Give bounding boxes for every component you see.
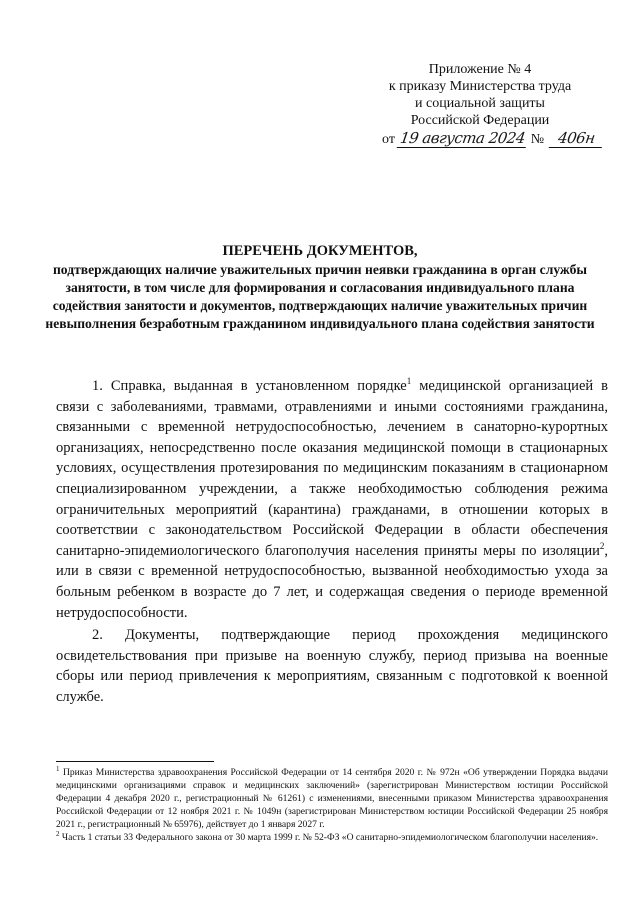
appendix-label: Приложение № 4 [428, 62, 532, 77]
date-prefix: от [382, 132, 395, 147]
paragraph-2: 2. Документы, подтверждающие период прохождения медицинского освидетельствования при призыве на военную службу, период призыва на военные сборы или период привлечения к мероприятиям, связанным с подготовкой к военной службе. [56, 627, 608, 705]
paragraph-1-text: , или в связи с временной нетрудоспособностью, вызванной необходимостью ухода за больным ребенком в возрасте до 7 лет, и содержащая сведения о периоде временной нетрудоспособности. [56, 542, 608, 621]
document-body [56, 376, 608, 708]
footnote-mark: 2 [56, 830, 60, 839]
order-line: Российской Федерации [410, 113, 550, 128]
footnote-text: Приказ Министерства здравоохранения Российской Федерации от 14 сентября 2020 г. № 972н «Об утверждении Порядка выдачи медицинскими организациями справок и медицинских заключений» (зарегистрирован Министерством юстиции Российской Федерации 4 декабря 2020 г., регистрационный № 61261) с изменениями, внесенными приказом Министерства здравоохранения Российской Федерации от 12 ноября 2021 г. № 1049н (зарегистрирован Министерством юстиции Российской Федерации 25 ноября 2021 г., регистрационный № 65976), действует до 1 января 2027 г. [56, 767, 608, 831]
footnotes [56, 766, 608, 845]
paragraph-1-text: 1. Справка, выданная в установленном порядке [92, 378, 407, 394]
appendix-header [360, 61, 600, 148]
footnote-1 [56, 766, 608, 831]
paragraph-1 [56, 376, 608, 623]
paragraph-1-text: медицинской организацией в связи с заболеваниями, травмами, отравлениями и иными состояниями гражданина, связанными с временной нетрудоспособностью, лечением в санаторно-курортных организациях, непосредственно после оказания медицинской помощи в стационарных условиях, осуществления протезирования по медицинским показаниям в стационарном специализированном учреждении, а также необходимостью соблюдения режима ограничительных мероприятий (карантина) гражданами, в отношении которых в соответствии с законодательством Российской Федерации в области обеспечения санитарно-эпидемиологического благополучия населения приняты меры по изоляции [56, 378, 608, 559]
document-title-block [40, 242, 600, 333]
order-date-number-line [360, 130, 600, 148]
order-line: к приказу Министерства труда [388, 79, 572, 94]
order-line: и социальной защиты [415, 96, 545, 111]
handwritten-date: 19 августа 2024 [397, 130, 528, 148]
footnote-divider [56, 761, 214, 762]
footnote-ref-2: 2 [599, 540, 605, 551]
footnote-text: Часть 1 статьи 33 Федерального закона от 30 марта 1999 г. № 52-ФЗ «О санитарно-эпидемиологическом благополучии населения». [59, 832, 599, 844]
handwritten-order-number: 406н [548, 130, 603, 148]
footnote-ref-1: 1 [406, 376, 412, 387]
footnote-2 [56, 831, 608, 844]
document-title: ПЕРЕЧЕНЬ ДОКУМЕНТОВ, [222, 243, 418, 259]
number-prefix: № [530, 132, 545, 147]
document-subtitle: подтверждающих наличие уважительных причин неявки гражданина в орган службы занятости, в том числе для формирования и согласования индивидуального плана содействия занятости и документов, подтверждающих наличие уважительных причин невыполнения безработным гражданином индивидуального плана содействия занятости [45, 262, 595, 331]
footnote-mark: 1 [56, 764, 60, 773]
